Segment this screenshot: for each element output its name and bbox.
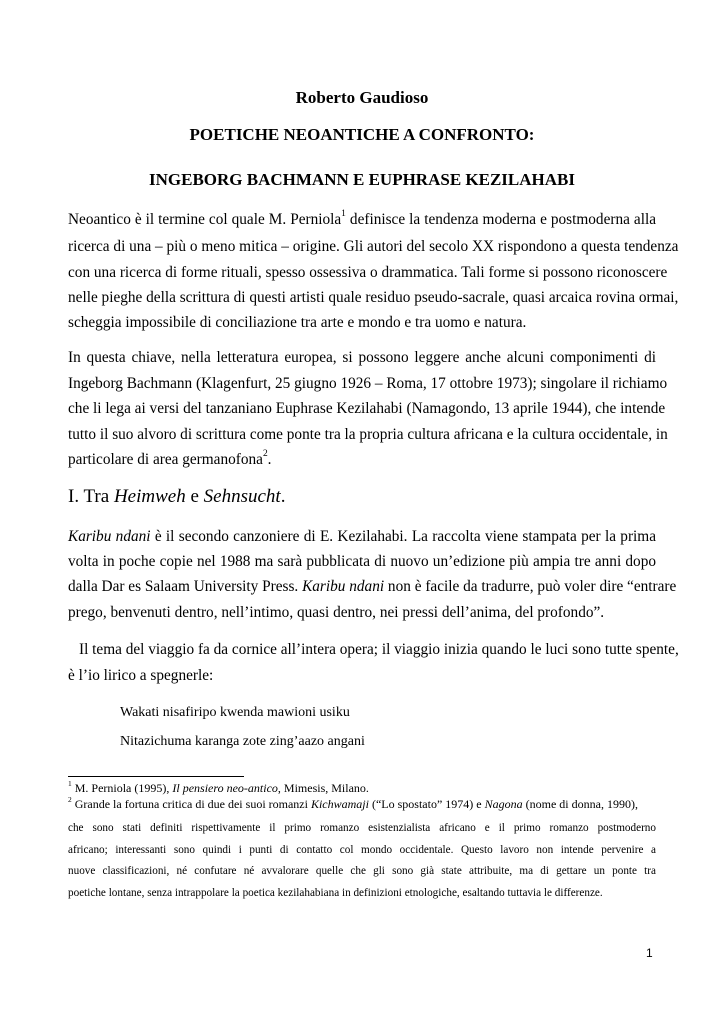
- paragraph-line: volta in poche copie nel 1988 ma sarà pubblicata di nuovo un’edizione più ampia tre anni dopo: [68, 553, 656, 570]
- paragraph-line: particolare di area germanofona$^2$.: [68, 449, 272, 468]
- page-number: 1: [646, 946, 653, 960]
- paragraph-line: tutto il suo alvoro di scrittura come ponte tra la propria cultura africana e la cultura occidentale, in: [68, 426, 668, 443]
- paragraph-line: con una ricerca di forme rituali, spesso ossessiva o drammatica. Tali forme si possono riconoscere: [68, 264, 668, 281]
- verse-line: Wakati nisafiripo kwenda mawioni usiku: [120, 705, 350, 720]
- footnote-separator: [68, 776, 244, 777]
- footnote-ref-2[interactable]: 2: [262, 449, 268, 460]
- footnote-ref-1[interactable]: 1: [341, 209, 346, 220]
- paragraph-line: Ingeborg Bachmann (Klagenfurt, 25 giugno 1926 – Roma, 17 ottobre 1973); singolare il richiamo: [68, 375, 668, 392]
- title-line-2: INGEBORG BACHMANN E EUPHRASE KEZILAHABI: [148, 170, 575, 189]
- verse-line: Nitazichuma karanga zote zing’aazo angani: [120, 734, 365, 749]
- section-heading: I. Tra Heimweh e Sehnsucht.: [68, 486, 286, 507]
- paragraph-line: ricerca di una – più o meno mitica – origine. Gli autori del secolo XX rispondono a questa tendenza: [68, 238, 679, 255]
- paragraph-line: nelle pieghe della scrittura di questi artisti quale residuo pseudo-sacrale, quasi arcaica rovina ormai,: [68, 289, 679, 306]
- paragraph-line: che li lega ai versi del tanzaniano Euphrase Kezilahabi (Namagondo, 13 aprile 1944), che intende: [68, 400, 666, 417]
- paragraph-line: In questa chiave, nella letteratura europea, si possono leggere anche alcuni componimenti di: [68, 349, 656, 366]
- footnote-line: nuove classificazioni, né confutare né avvalorare quelle che gli sono già state attribuite, ma di gettare un ponte tra: [68, 865, 656, 877]
- paragraph-line: scheggia impossibile di conciliazione tra arte e mondo e tra uomo e natura.: [68, 314, 527, 331]
- footnote-line: africano; interessanti sono quindi i punti di contatto col mondo occidentale. Questo lavoro non intende pervenire a: [68, 844, 656, 856]
- title-line-1: POETICHE NEOANTICHE A CONFRONTO:: [189, 125, 535, 144]
- paragraph-line: Neoantico è il termine col quale M. Perniola$^1$ definisce la tendenza moderna e postmoderna alla: [68, 209, 656, 228]
- paragraph-line: Il tema del viaggio fa da cornice all’intera opera; il viaggio inizia quando le luci sono tutte spente,: [79, 641, 679, 658]
- paragraph-line: è l’io lirico a spegnerle:: [68, 667, 214, 684]
- footnote-line: che sono stati definiti rispettivamente il primo romanzo esistenzialista africano e il primo romanzo postmoderno: [68, 822, 656, 834]
- paragraph-line: prego, benvenuti dentro, nell’intimo, quasi dentro, nei pressi dell’anima, del profondo”.: [68, 604, 605, 621]
- footnote-line: $^2$ Grande la fortuna critica di due dei suoi romanzi Kichwamaji (“Lo spostato” 1974) e Nagona (nome di donna, 1990),: [68, 794, 638, 811]
- paragraph-line: dalla Dar es Salaam University Press. Karibu ndani non è facile da tradurre, può voler dire “entrare: [68, 578, 677, 595]
- footnote-1: $^1$ M. Perniola (1995), Il pensiero neo-antico, Mimesis, Milano.: [68, 778, 369, 795]
- footnote-line: poetiche lontane, senza intrappolare la poetica kezilahabiana in definizioni etnologiche, esaltando tuttavia le differenze.: [68, 887, 603, 899]
- paragraph-line: Karibu ndani è il secondo canzoniere di E. Kezilahabi. La raccolta viene stampata per la prima: [68, 528, 656, 545]
- author-name: Roberto Gaudioso: [295, 88, 429, 107]
